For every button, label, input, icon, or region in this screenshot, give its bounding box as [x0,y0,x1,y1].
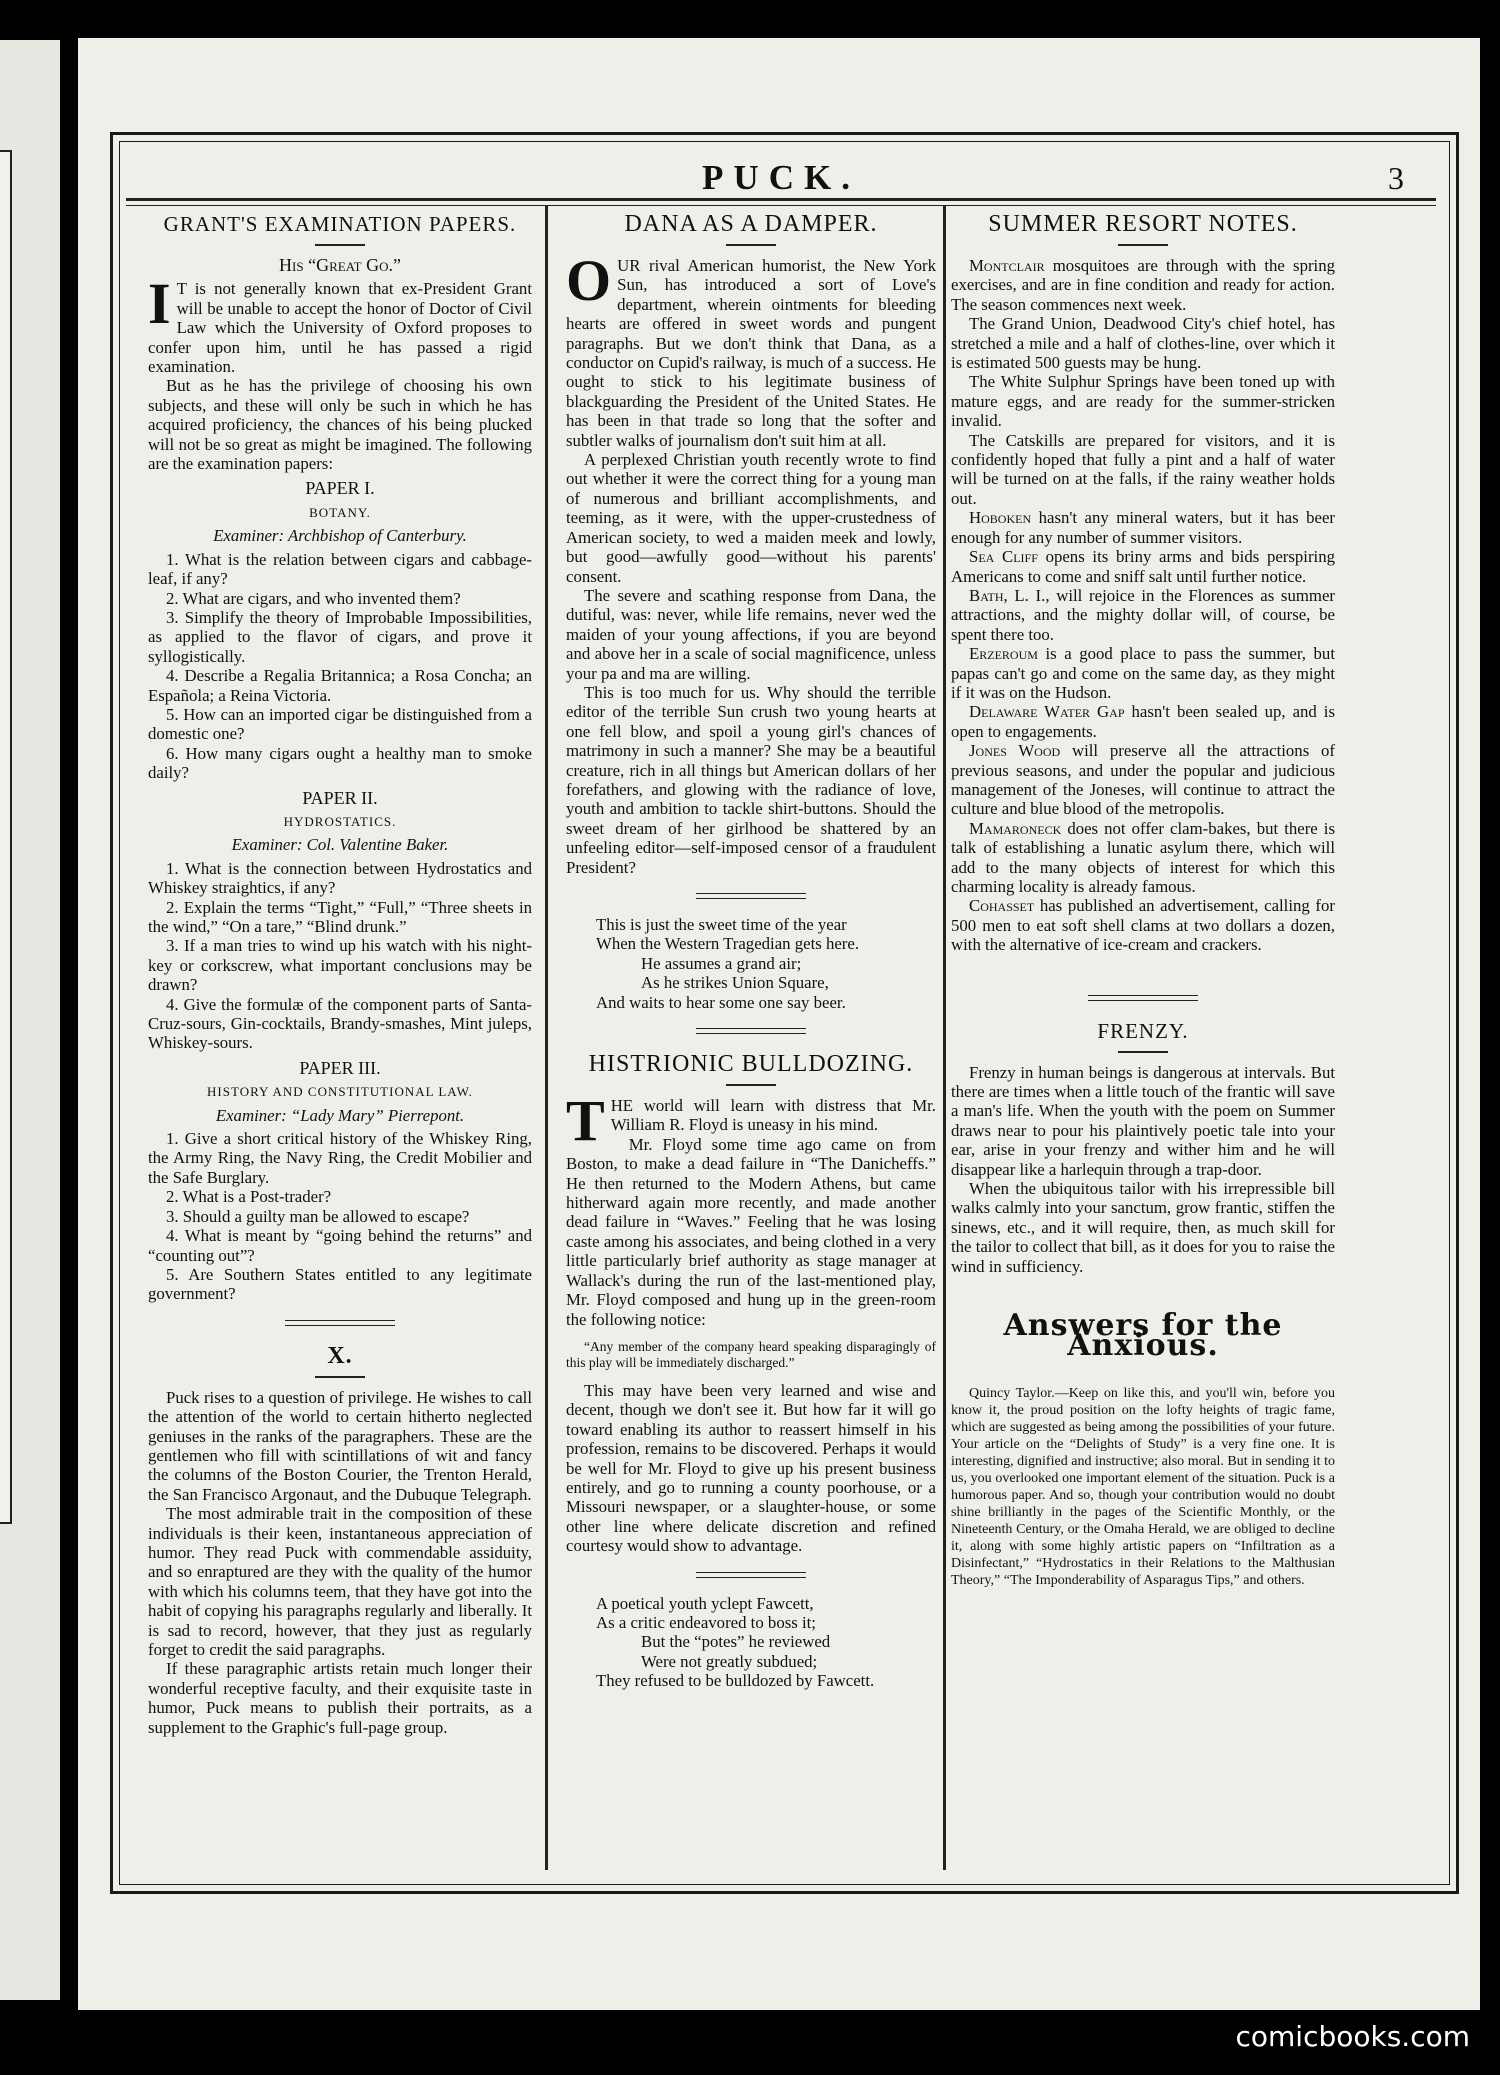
column-1 [148,210,532,1737]
verse-line: As he strikes Union Square, [641,973,829,993]
paper-subject: HISTORY AND CONSTITUTIONAL LAW. [207,1084,473,1100]
verse [596,1594,936,1691]
question: 2. Explain the terms “Tight,” “Full,” “Three sheets in the wind,” “On a tare,” “Blind drunk.” [148,897,532,936]
article-paragraph: This is too much for us. Why should the terrible editor of the terrible Sun crush two young hearts at one fell blow, and spoil a young girl's chances of matrimony in such a manner? She may be a beautiful creature, rich in all things but American dollars of her forefathers, and glowing with the radiance of love, youth and ambition to tackle shirt-buttons. Should the sweet dream of her girlhood be shattered by an unfeeling editor—self-imposed censor of a fraudulent President? [566,682,936,877]
resort-note: Erzeroum is a good place to pass the summer, but papas can't go and come on the same day, as they might if it was on the Hudson. [951,644,1335,702]
article-heading: HISTRIONIC BULLDOZING. [588,1051,914,1078]
paper-examiner: Examiner: Archbishop of Canterbury. [213,526,467,546]
resort-note: Delaware Water Gap hasn't been sealed up, and is open to engagements. [951,702,1335,741]
article-paragraph: But as he has the privilege of choosing his own subjects, and these will only be such in which he has acquired proficiency, the chances of his being plucked will not be so great as might be imagined. The following are the examination papers: [148,376,532,474]
resort-place: Cohasset [969,896,1035,916]
resort-place: Delaware Water Gap [969,702,1125,722]
resort-place: Mamaroneck [969,818,1062,838]
verse-line: When the Western Tragedian gets here. [596,934,860,954]
resort-place: Jones Wood [969,741,1061,761]
masthead [126,158,1436,201]
resort-notes [951,256,1335,955]
resort-place: Montclair [969,256,1045,275]
resort-note: Jones Wood will preserve all the attractions of previous seasons, and under the popular and judicious management of the Joneses, will continue to attract the culture and blue blood of the metropolis. [951,741,1335,819]
section-divider [696,1028,806,1034]
verse-line: This is just the sweet time of the year [596,915,847,934]
article-heading: GRANT'S EXAMINATION PAPERS. [163,212,517,236]
resort-note: The Grand Union, Deadwood City's chief hotel, has stretched a mile and a half of clothes-line, over which it is estimated 500 guests may be hung. [951,314,1335,373]
question: 5. Are Southern States entitled to any legitimate government? [148,1264,532,1304]
article-paragraph: When the ubiquitous tailor with his irrepressible bill walks calmly into your sanctum, grow frantic, stiffen the sinews, etc., and it will require, then, as much skill for the tailor to collect that bill, as it does for you to raise the wind in sufficiency. [951,1179,1336,1276]
column-divider [545,205,548,1870]
article-paragraph: Frenzy in human beings is dangerous at intervals. But there are times when a little touch of the frantic will save a man's life. When the youth with the poem on Summer draws near to pour his plaintively poetic tale into your ear, arise in your frenzy and wither him and he will disappear like a harlequin through a trap-door. [951,1062,1335,1179]
article-paragraph: The most admirable trait in the composition of these individuals is their keen, instantaneous appreciation of humor. They read Puck with commendable assiduity, and so enraptured are they with the quality of the humor with which his columns teem, that they have got into the habit of copying his paragraphs regularly and liberally. It is sad to record, however, that they just as regularly forget to credit the said paragraphs. [148,1504,532,1659]
paper-title: PAPER III. [299,1057,381,1078]
answer-paragraph: Quincy Taylor.—Keep on like this, and you'll win, before you know it, the proud position on the lofty heights of tragic fame, which are suggested as being among the possibilities of your future. Your article on the “Delights of Study” is a very fine one. It is interesting, dignified and instructive; also moral. But in sending it to us, you overlooked one important element of the situation. Puck is a humorous paper. And so, though your contribution would no doubt shine brilliantly in the pages of the Scientific Monthly, or the Nineteenth Century, or the Omaha Herald, we are obliged to decline it, along with some highly artistic papers on “Infiltration as a Disinfectant,” “Hydrostatics in their Relations to the Malthusian Theory,” “The Imponderability of Asparagus Tips,” and others. [951,1385,1335,1588]
watermark: comicbooks.com [1235,2020,1470,2053]
section-divider [1088,995,1198,1001]
article-paragraph: I T is not generally known that ex-President Grant will be unable to accept the honor of Doctor of Civil Law which the University of Oxford proposes to confer upon him, until he has passed a rigid examination. [148,271,532,377]
question: 5. How can an imported cigar be distinguished from a domestic one? [148,704,532,744]
paper-subject: BOTANY. [309,504,371,520]
question: 2. What are cigars, and who invented them? [166,588,461,608]
resort-note: Cohasset has published an advertisement, calling for 500 men to eat soft shell clams at two dollars a dozen, with the alternative of ice-cream and crackers. [951,896,1335,955]
drop-cap: O [566,248,612,313]
question: 3. Should a guilty man be allowed to escape? [166,1206,470,1226]
article-heading: FRENZY. [1097,1018,1189,1043]
question: 4. What is meant by “going behind the returns” and “counting out”? [148,1226,532,1265]
question: 1. What is the connection between Hydrostatics and Whiskey straightics, if any? [148,858,532,898]
article-paragraph: This may have been very learned and wise and decent, though we don't see it. But how far it will go toward enabling its author to reassert himself in his profession, remains to be discovered. Perhaps it would be well for Mr. Floyd to give up his present business entirely, and go to running a county poorhouse, or a Missouri newspaper, or a slaughter-house, or some other line where delicate discretion and refined courtesy would show to advantage. [566,1380,936,1556]
article-subheading: His “Great Go.” [279,255,401,275]
question: 1. Give a short critical history of the Whiskey Ring, the Army Ring, the Navy Ring, the Credit Mobilier and the Safe Burglary. [148,1129,532,1187]
section-divider [696,1572,806,1578]
question: 4. Give the formulæ of the component parts of Santa-Cruz-sours, Gin-cocktails, Brandy-smashes, Mint juleps, Whiskey-sours. [148,994,532,1053]
masthead-title: PUCK. [702,158,860,197]
verse-line: But the “potes” he reviewed [641,1632,831,1652]
paper-examiner: Examiner: “Lady Mary” Pierrepont. [215,1105,465,1125]
verse-line: He assumes a grand air; [641,953,802,973]
resort-place: Sea Cliff [969,547,1038,567]
question: 6. How many cigars ought a healthy man to smoke daily? [148,743,532,783]
resort-place: Hoboken [969,508,1032,528]
section-divider [285,1320,395,1326]
resort-note: Mamaroneck does not offer clam-bakes, but there is talk of establishing a lunatic asylum there, which will add to the many objects of interest for which this charming locality is already famous. [951,818,1335,896]
resort-place: Erzeroum [969,644,1038,664]
question: 2. What is a Post-trader? [166,1187,332,1207]
section-divider [696,893,806,899]
column-divider [943,205,946,1870]
verse-line: A poetical youth yclept Fawcett, [596,1593,814,1613]
paper-subject: HYDROSTATICS. [283,813,397,829]
article-paragraph: If these paragraphic artists retain much longer their wonderful receptive faculty, and their exquisite taste in humor, Puck means to publish their portraits, as a supplement to the Graphic's full-page group. [148,1659,532,1737]
article-paragraph: Puck rises to a question of privilege. He wishes to call the attention of the world to certain hitherto neglected geniuses in the ranks of the paragraphers. These are the gentlemen who fill with scintillations of wit and fancy the columns of the Boston Courier, the Trenton Herald, the San Francisco Argonaut, and the Dubuque Telegraph. [148,1387,532,1504]
drop-cap: I [148,271,171,337]
verse-line: And waits to hear some one say beer. [596,992,846,1012]
question: 4. Describe a Regalia Britannica; a Rosa Concha; an Española; a Reina Victoria. [148,666,532,705]
resort-note: Hoboken hasn't any mineral waters, but it has beer enough for any number of summer visitors. [951,508,1335,547]
drop-cap: T [566,1088,605,1154]
question: 1. What is the relation between cigars and cabbage-leaf, if any? [148,549,532,589]
verse-line: Were not greatly subdued; [641,1651,818,1671]
article-paragraph: OUR rival American humorist, the New York Sun, has introduced a sort of Love's department, wherein ointments for bleeding hearts are offered in sweet words and pungent paragraphs. But we don't think that Dana, as a conductor on Cupid's railway, is much of a success. He ought to stick to his legitimate business of blackguarding the President of the United States. He has been in that trade so long that the softer and subtler walks of journalism don't suit him at all. [566,248,936,450]
paper-examiner: Examiner: Col. Valentine Baker. [231,835,449,855]
verse-line: They refused to be bulldozed by Fawcett. [596,1671,875,1691]
article-heading: DANA AS A DAMPER. [624,211,878,237]
article-heading: X. [327,1342,353,1369]
article-paragraph: A perplexed Christian youth recently wrote to find out whether it were the correct thing for a young man of numerous and brilliant accomplishments, and teeming, as it were, with the upper-crustedness of American society, to wed a maiden meek and lowly, but good—awfully good—without his parents' consent. [566,450,936,586]
verse-line: As a critic endeavored to boss it; [596,1612,816,1632]
question: 3. Simplify the theory of Improbable Impossibilities, as applied to the flavor of cigars, and prove it syllogistically. [148,607,532,666]
answers-heading: Answers for the Anxious. [1003,1308,1283,1363]
resort-note: Montclair mosquitoes are through with the spring exercises, and are in fine condition and ready for action. The season commences next week. [951,256,1335,314]
resort-note: Bath, L. I., will rejoice in the Florences as summer attractions, and the mighty dollar will, of course, be spent there too. [951,585,1335,644]
resort-note: The Catskills are prepared for visitors, and it is confidently hoped that fully a pint and a half of water will be turned on at the falls, if the rainy weather holds out. [951,430,1335,508]
adjacent-page-edge [0,40,60,2000]
article-heading: SUMMER RESORT NOTES. [988,211,1298,237]
column-3 [951,210,1335,1589]
paper-title: PAPER I. [305,478,375,499]
paper-title: PAPER II. [302,787,378,808]
resort-place: Bath, L. I., [969,585,1050,605]
article-paragraph: THE world will learn with distress that Mr. William R. Floyd is uneasy in his mind. [566,1088,936,1154]
article-paragraph: The severe and scathing response from Dana, the dutiful, was: never, while life remains, never wed the maiden of your young affections, if you are beyond and above her in a scale of social magnificence, unless your pa and ma are willing. [566,585,936,683]
page-number: 3 [1388,160,1404,196]
article-paragraph: Mr. Floyd some time ago came on from Boston, to make a dead failure in “The Danicheffs.” He then returned to the Modern Athens, but came hitherward again more recently, and made another dead failure in “Waves.” Feeling that he was losing caste among his associates, and being clothed in a very little particularly brief authority as stage manager at Wallack's during the run of the last-mentioned play, Mr. Floyd composed and hung up in the green-room the following notice: [566,1134,936,1329]
resort-note: Sea Cliff opens its briny arms and bids perspiring Americans to come and sniff salt until further notice. [951,547,1335,586]
column-2 [566,210,936,1691]
question: 3. If a man tries to wind up his watch with his night-key or corkscrew, what important conclusions may be drawn? [148,936,532,995]
resort-note: The White Sulphur Springs have been toned up with mature eggs, and are ready for the summer-stricken invalid. [951,372,1335,431]
verse [596,915,936,1012]
notice-quote: “Any member of the company heard speaking disparagingly of this play will be immediately discharged.” [566,1338,936,1370]
